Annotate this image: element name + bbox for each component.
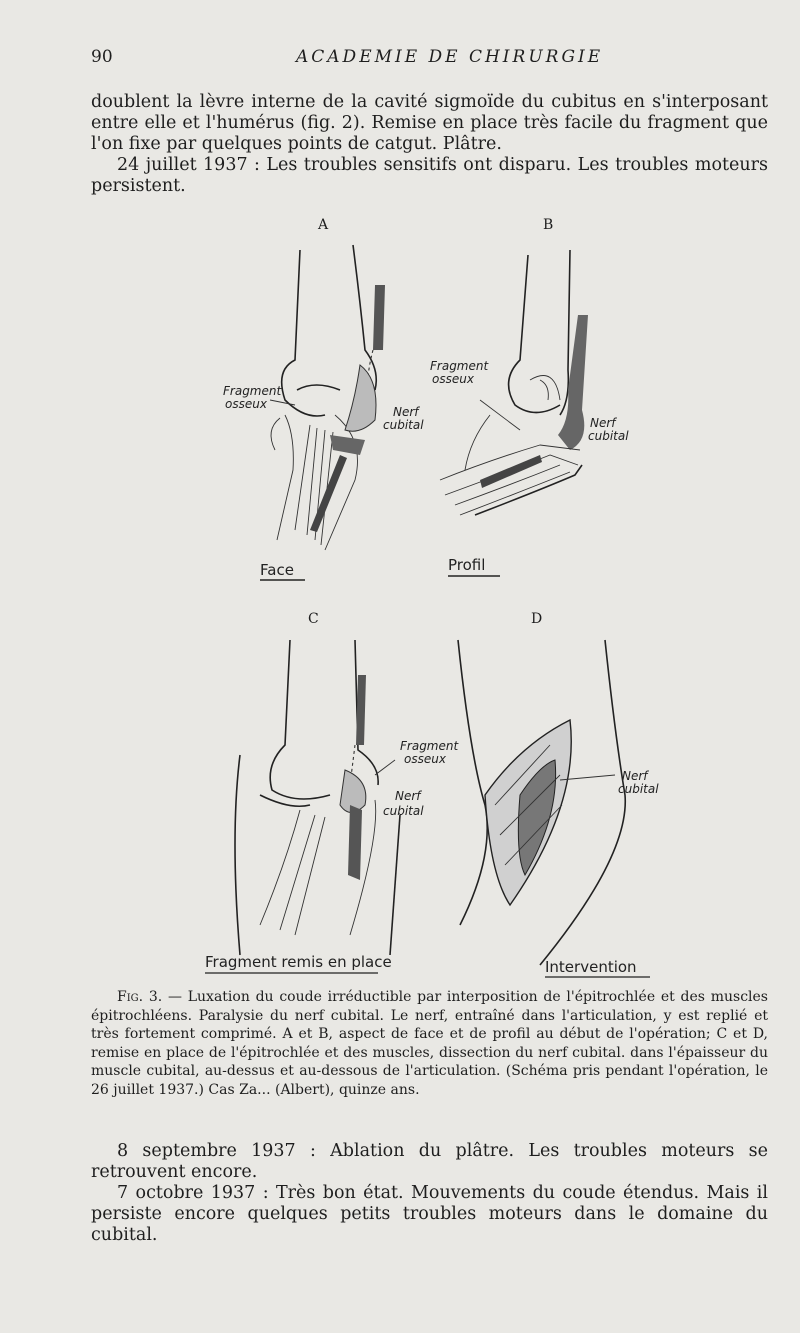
label-nerf-cubital-b-line2: cubital [588, 429, 629, 443]
label-nerf-cubital-d-line2: cubital [618, 782, 659, 796]
panel-b-caption: Profil [448, 556, 486, 574]
figure-caption-label: Fig. 3. [117, 989, 163, 1005]
label-fragment-osseux-a-line2: osseux [225, 397, 267, 411]
figure-panel-b [420, 240, 660, 585]
panel-letter-a: A [318, 217, 329, 233]
panel-c-caption: Fragment remis en place [205, 953, 392, 971]
label-fragment-osseux-b-line2: osseux [432, 372, 474, 386]
panel-d-caption: Intervention [545, 958, 637, 976]
label-nerf-cubital-a-line1: Nerf [393, 405, 419, 419]
body-paragraph-4: 7 octobre 1937 : Très bon état. Mouvements du coude étendus. Mais il persiste encore quelques petits troubles moteurs dans le domaine du cubital. [91, 1183, 768, 1245]
figure-caption [91, 988, 768, 1099]
elbow-replaced-drawing [235, 640, 400, 955]
label-fragment-osseux-b-line1: Fragment [430, 359, 489, 373]
figure-panel-a [215, 240, 424, 585]
label-fragment-osseux-a-line1: Fragment [223, 384, 282, 398]
label-fragment-osseux-c-line2: osseux [404, 752, 446, 766]
surgical-incision-drawing [458, 640, 625, 965]
body-paragraph-1: doublent la lèvre interne de la cavité sigmoïde du cubitus en s'interposant entre elle et l'humérus (fig. 2). Remise en place très facile du fragment que l'on fixe par quelques points de catgut. Plâtre. [91, 92, 768, 154]
running-title: ACADEMIE DE CHIRURGIE [296, 47, 604, 67]
label-nerf-cubital-a-line2: cubital [383, 418, 424, 432]
figure-panel-d [450, 635, 680, 980]
figure-panel-c [200, 635, 470, 980]
figure-caption-text: — Luxation du coude irréductible par interposition de l'épitrochlée et des muscles épitrochléens. Paralysie du nerf cubital. Le nerf, entraîné dans l'articulation, y est replié et très fortement comprimé. A et B, aspect de face et de profil au début de l'opération; C et D, remise en place de l'épitrochlée et des muscles, dissection du nerf cubital. dans l'épaisseur du muscle cubital, au-dessus et au-dessous de l'articulation. (Schéma pris pendant l'opération, le 26 juillet 1937.) Cas Za... (Albert), quinze ans. [91, 989, 768, 1098]
panel-letter-d: D [531, 611, 543, 627]
panel-a-caption: Face [260, 561, 294, 579]
panel-letter-b: B [543, 217, 554, 233]
elbow-face-drawing [271, 245, 385, 550]
panel-letter-c: C [308, 611, 319, 627]
label-nerf-cubital-d-line1: Nerf [622, 769, 648, 783]
label-fragment-osseux-c-line1: Fragment [400, 739, 459, 753]
label-nerf-cubital-c-line2: cubital [383, 804, 424, 818]
body-paragraph-2: 24 juillet 1937 : Les troubles sensitifs ont disparu. Les troubles moteurs persistent. [91, 155, 768, 196]
label-nerf-cubital-c-line1: Nerf [395, 789, 421, 803]
page-number: 90 [91, 47, 113, 67]
body-paragraph-3: 8 septembre 1937 : Ablation du plâtre. Les troubles moteurs se retrouvent encore. [91, 1141, 768, 1182]
label-nerf-cubital-b-line1: Nerf [590, 416, 616, 430]
